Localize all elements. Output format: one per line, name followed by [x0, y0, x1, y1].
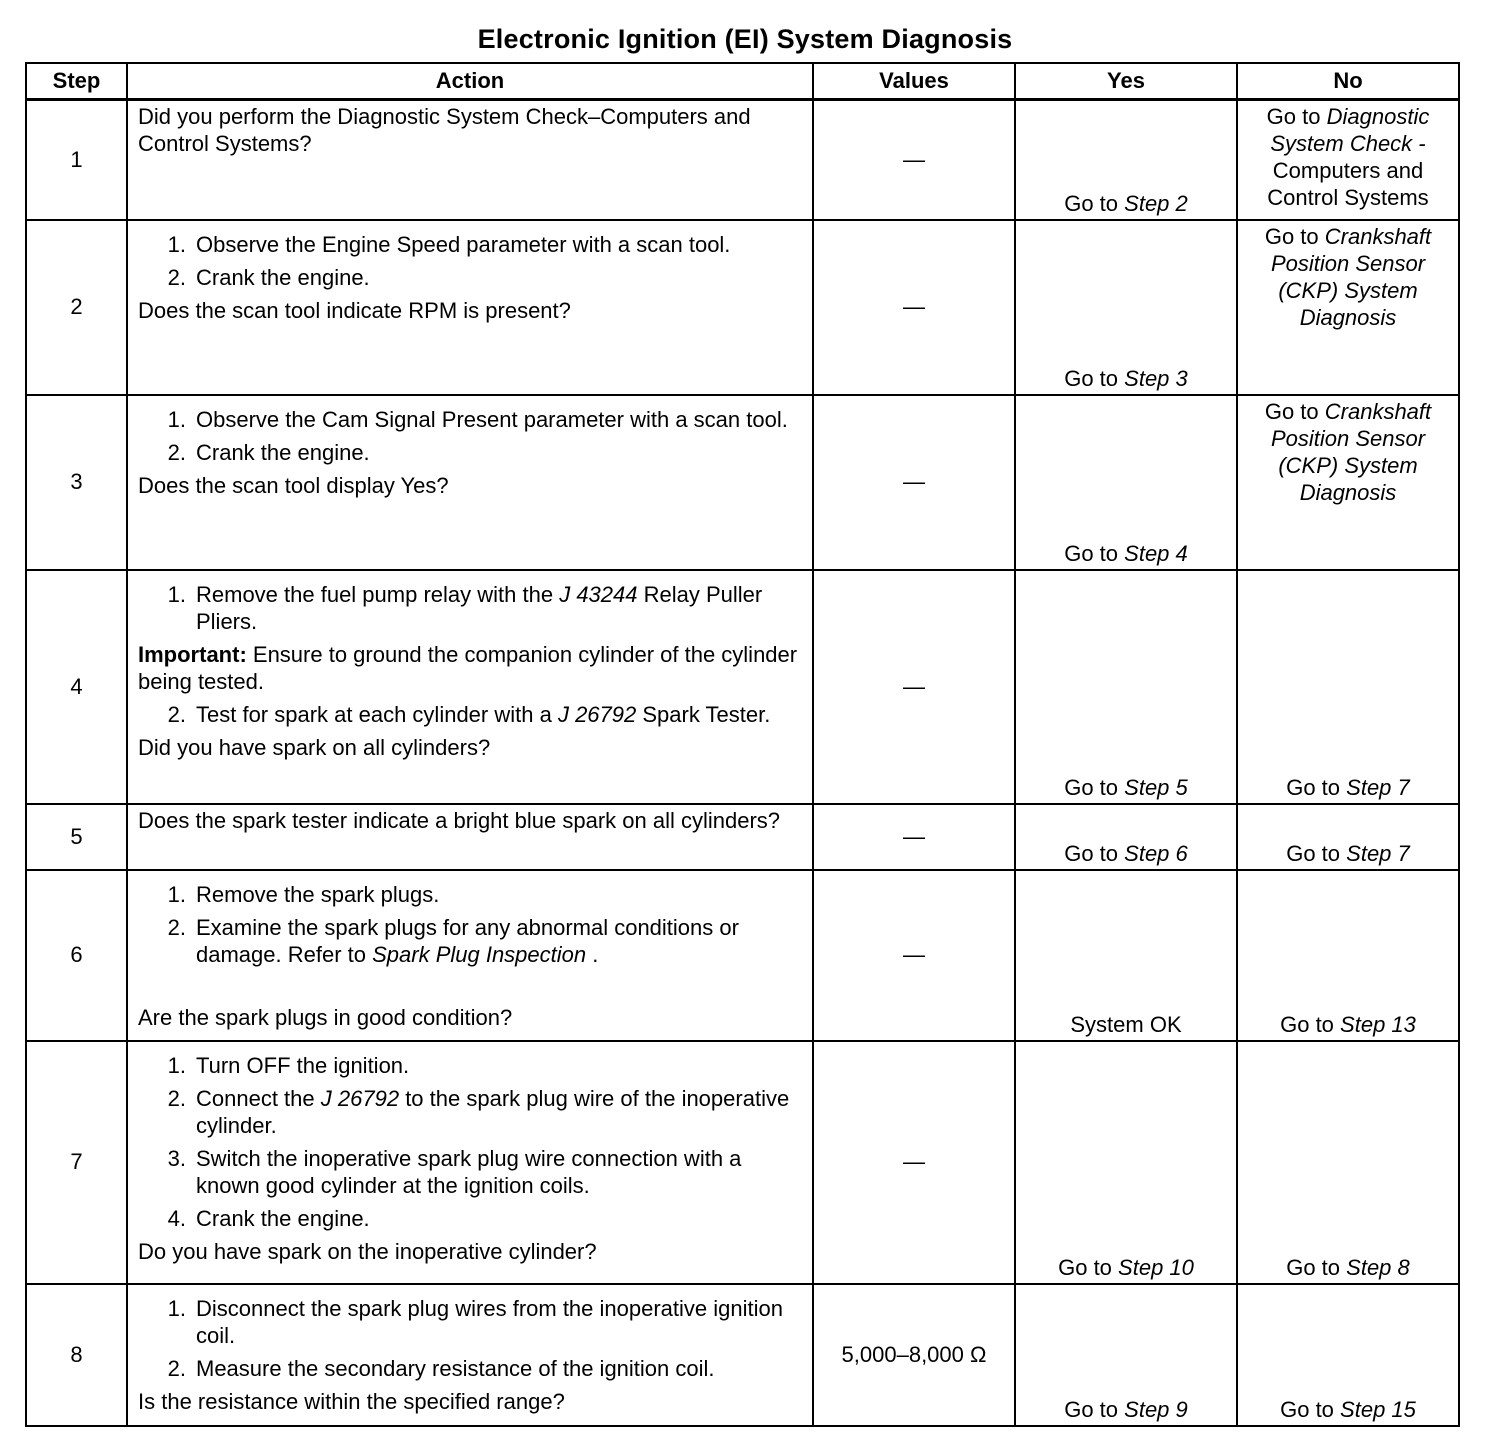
header-values: Values [813, 63, 1015, 100]
value-cell [813, 804, 1015, 870]
action-item-tail: Relay Puller Pliers. [196, 581, 763, 634]
table-row [26, 1041, 1459, 1284]
table-row [26, 220, 1459, 395]
table-row [26, 804, 1459, 870]
table-row [26, 870, 1459, 1041]
yes-goto: Go to [1064, 1396, 1119, 1422]
yes-link[interactable]: Step 3 [1124, 365, 1188, 391]
question-text: Did you have spark on all cylinders? [138, 734, 491, 760]
question-text: Do you have spark on the inoperative cylinder? [138, 1238, 597, 1264]
yes-cell [1015, 395, 1237, 570]
action-item: Disconnect the spark plug wires from the inoperative ignition coil. [196, 1295, 783, 1348]
yes-link[interactable]: Step 10 [1118, 1254, 1194, 1280]
step-number: 5 [26, 804, 127, 870]
value-cell [813, 870, 1015, 1041]
important-label: Important: [138, 641, 247, 667]
action-item: Observe the Engine Speed parameter with a scan tool. [196, 231, 731, 257]
value-dash: — [903, 146, 925, 172]
no-cell [1237, 804, 1459, 870]
no-goto: Go to [1280, 1396, 1334, 1422]
no-cell [1237, 1041, 1459, 1284]
page-title: Electronic Ignition (EI) System Diagnosis [477, 24, 1013, 54]
action-cell: 1. Turn OFF the ignition. 2. Connect the J 26792 to the spark plug wire of the inoperative cylinder. 3. Switch the inoperative spark plug wire connection with a known good cylinder at the ignition coils. 4. Crank the engine. Do you have spark on the inoperative cylinder? [127, 1041, 813, 1284]
yes-cell [1015, 1284, 1237, 1426]
no-goto: Go to [1280, 1011, 1334, 1037]
no-goto: Go to [1264, 398, 1319, 424]
question-text: Did you perform the Diagnostic System Check–Computers and Control Systems? [138, 104, 751, 156]
header-row [26, 63, 1459, 100]
no-goto: Go to [1286, 1254, 1341, 1280]
yes-cell [1015, 1041, 1237, 1284]
action-item: Remove the spark plugs. [196, 881, 440, 907]
action-item: Turn OFF the ignition. [196, 1052, 410, 1078]
action-cell: 1. Disconnect the spark plug wires from the inoperative ignition coil. 2. Measure the secondary resistance of the ignition coil. Is the resistance within the specified range? [127, 1284, 813, 1426]
action-cell: 1. Remove the fuel pump relay with the J 43244 Relay Puller Pliers. Important: Ensure to ground the companion cylinder of the cylinder being tested. 2. Test for spark at each cylinder with a J 26792 Spark Tester. Did you have spark on all cylinders? [127, 570, 813, 804]
step-number: 2 [26, 220, 127, 395]
no-goto: Go to [1286, 774, 1341, 800]
yes-link[interactable]: Step 5 [1124, 774, 1188, 800]
no-cell [1237, 870, 1459, 1041]
question-text: Is the resistance within the specified range? [138, 1388, 565, 1414]
value-dash: — [903, 823, 925, 849]
action-item: Crank the engine. [196, 439, 370, 465]
important-text: Ensure to ground the companion cylinder of the cylinder being tested. [138, 641, 798, 694]
no-link-suffix[interactable]: Computers and Control Systems [1267, 158, 1429, 210]
no-link[interactable]: Diagnostic System Check - [1270, 104, 1430, 156]
header-no: No [1237, 63, 1459, 100]
no-goto: Go to [1266, 104, 1321, 129]
action-cell [127, 804, 813, 870]
no-link[interactable]: Step 8 [1346, 1254, 1410, 1280]
action-cell [127, 100, 813, 220]
yes-goto: Go to [1058, 1254, 1112, 1280]
yes-cell [1015, 570, 1237, 804]
action-cell: 1. Observe the Cam Signal Present parameter with a scan tool. 2. Crank the engine. Does the scan tool display Yes? [127, 395, 813, 570]
step-number: 8 [26, 1284, 127, 1426]
yes-link[interactable]: Step 9 [1124, 1396, 1188, 1422]
step-number: 1 [26, 100, 127, 220]
value-dash: — [903, 1149, 925, 1174]
yes-link[interactable]: Step 2 [1124, 190, 1188, 216]
step-number: 4 [26, 570, 127, 804]
value-cell [813, 395, 1015, 570]
no-cell [1237, 100, 1459, 220]
action-item: Measure the secondary resistance of the ignition coil. [196, 1355, 715, 1381]
value-dash: — [903, 673, 925, 699]
action-item-tail: Spark Tester. [642, 701, 771, 727]
no-link[interactable]: Step 7 [1346, 840, 1410, 866]
value-dash: — [903, 469, 925, 494]
no-cell [1237, 395, 1459, 570]
tool-reference: J 43244 [559, 581, 638, 607]
step-number: 7 [26, 1041, 127, 1284]
no-cell [1237, 220, 1459, 395]
no-cell [1237, 1284, 1459, 1426]
action-item: Connect the [196, 1085, 315, 1111]
yes-text: System OK [1070, 1011, 1182, 1037]
tool-reference: J 26792 [320, 1085, 400, 1111]
yes-link[interactable]: Step 4 [1124, 540, 1188, 566]
no-link[interactable]: Step 13 [1340, 1011, 1416, 1037]
no-goto: Go to [1286, 840, 1341, 866]
action-cell: 1. Remove the spark plugs. 2. Examine the spark plugs for any abnormal conditions or damage. Refer to Spark Plug Inspection . Are the spark plugs in good condition? [127, 870, 813, 1041]
action-item: Observe the Cam Signal Present parameter with a scan tool. [196, 406, 788, 432]
question-text: Does the spark tester indicate a bright blue spark on all cylinders? [138, 807, 781, 833]
question-text: Does the scan tool indicate RPM is present? [138, 297, 571, 323]
action-item-tail: . [592, 941, 599, 967]
table-row [26, 100, 1459, 220]
table-row [26, 570, 1459, 804]
question-text: Are the spark plugs in good condition? [138, 1004, 513, 1030]
value-cell [813, 570, 1015, 804]
tool-reference: J 26792 [557, 701, 637, 727]
header-action: Action [127, 63, 813, 100]
no-link[interactable]: Step 15 [1340, 1396, 1416, 1422]
value-cell [813, 100, 1015, 220]
diagnosis-table [25, 62, 1460, 1427]
question-text: Does the scan tool display Yes? [138, 472, 449, 498]
action-item: Crank the engine. [196, 1205, 370, 1231]
value-cell [813, 1284, 1015, 1426]
yes-cell [1015, 220, 1237, 395]
action-item: Switch the inoperative spark plug wire connection with a known good cylinder at the ignition coils. [196, 1145, 742, 1198]
action-item-tail: to the spark plug wire of the inoperative cylinder. [196, 1085, 790, 1138]
no-goto: Go to [1264, 223, 1319, 249]
resistance-value: 5,000–8,000 Ω [841, 1341, 987, 1367]
action-item: Crank the engine. [196, 264, 370, 290]
action-item: Test for spark at each cylinder with a [196, 701, 552, 727]
step-number: 3 [26, 395, 127, 570]
value-cell [813, 220, 1015, 395]
no-link[interactable]: Step 7 [1346, 774, 1410, 800]
yes-goto: Go to [1064, 190, 1119, 216]
action-item: Examine the spark plugs for any abnormal conditions or damage. Refer to [196, 914, 739, 967]
yes-cell [1015, 870, 1237, 1041]
value-cell [813, 1041, 1015, 1284]
step-number: 6 [26, 870, 127, 1041]
doc-reference[interactable]: Spark Plug Inspection [372, 941, 587, 967]
header-step: Step [26, 63, 127, 100]
yes-goto: Go to [1064, 365, 1119, 391]
yes-goto: Go to [1064, 840, 1119, 866]
yes-cell [1015, 100, 1237, 220]
action-cell: 1. Observe the Engine Speed parameter with a scan tool. 2. Crank the engine. Does the scan tool indicate RPM is present? [127, 220, 813, 395]
header-yes: Yes [1015, 63, 1237, 100]
value-dash: — [903, 942, 925, 967]
yes-cell [1015, 804, 1237, 870]
action-item: Remove the fuel pump relay with the [196, 581, 554, 607]
no-link[interactable]: Crankshaft Position Sensor (CKP) System Diagnosis [1270, 223, 1432, 330]
table-row [26, 1284, 1459, 1426]
yes-link[interactable]: Step 6 [1124, 840, 1188, 866]
yes-goto: Go to [1064, 774, 1119, 800]
no-link[interactable]: Crankshaft Position Sensor (CKP) System Diagnosis [1270, 398, 1432, 505]
yes-goto: Go to [1064, 540, 1119, 566]
no-cell [1237, 570, 1459, 804]
table-row [26, 395, 1459, 570]
value-dash: — [903, 294, 925, 319]
